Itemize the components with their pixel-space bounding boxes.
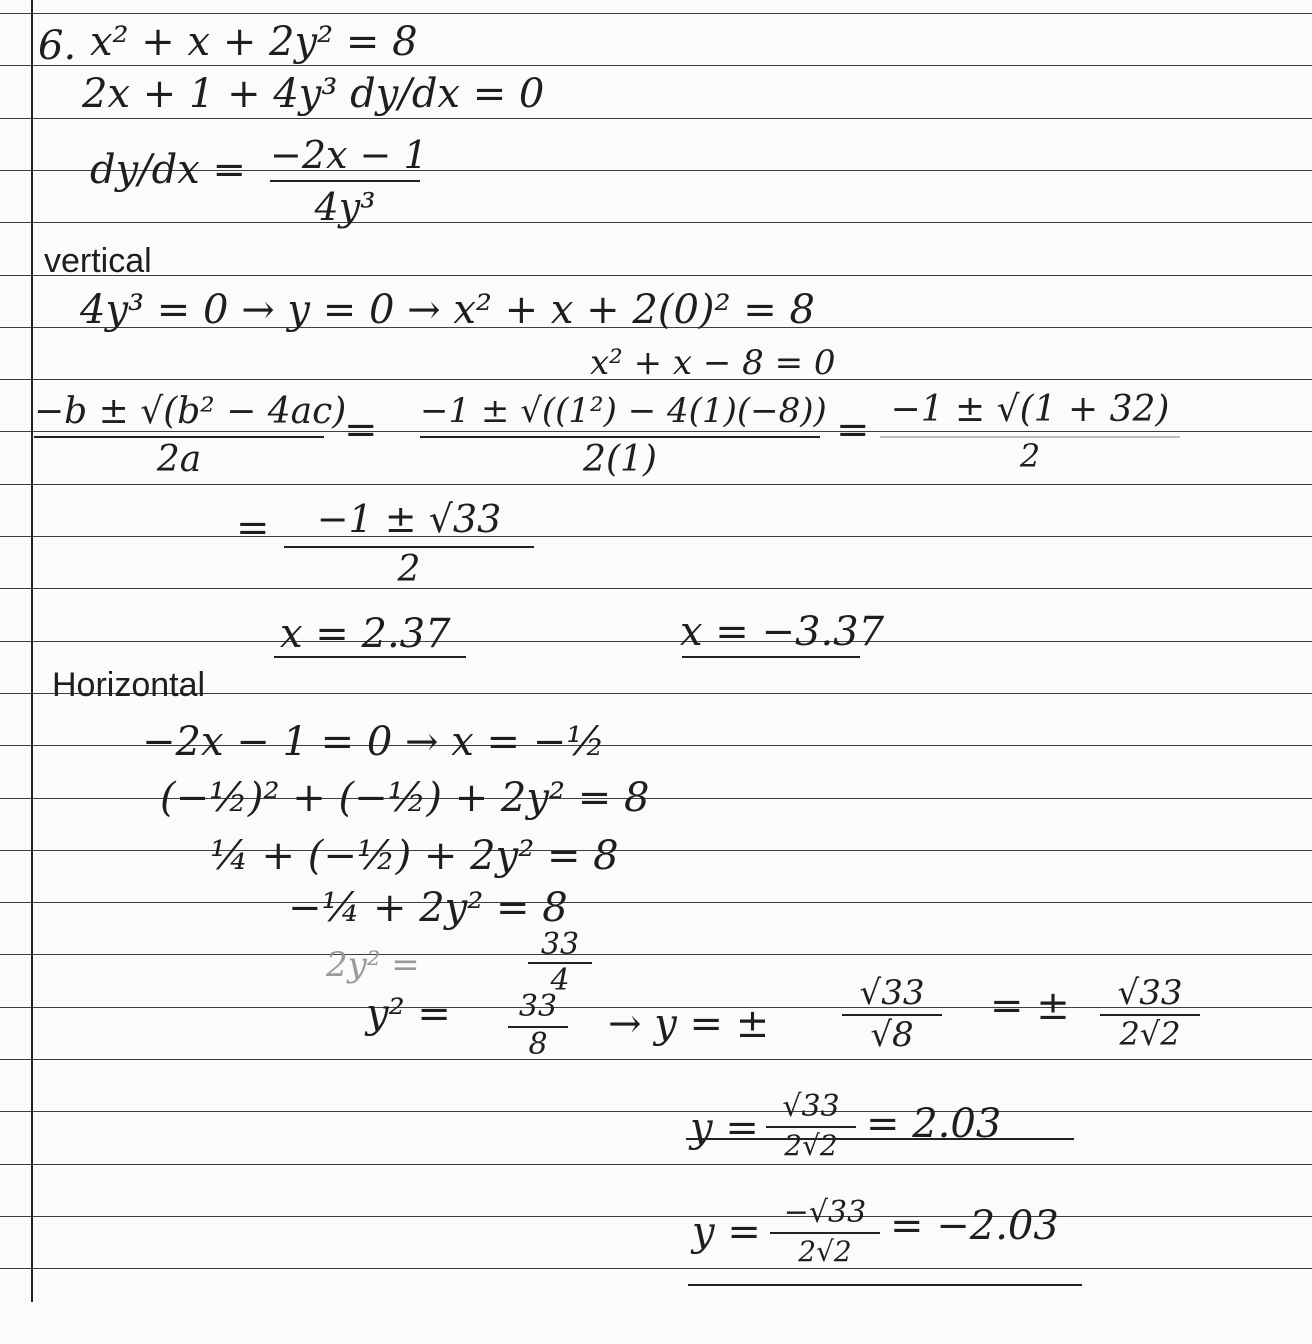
- underline: [682, 656, 860, 658]
- underline: [274, 656, 466, 658]
- y-answer-2-lhs: y =: [692, 1209, 761, 1255]
- horizontal-line-3: ¼ + (−½) + 2y² = 8: [210, 833, 619, 879]
- dydx-label: dy/dx =: [90, 147, 247, 193]
- fraction-bar: [770, 1232, 880, 1234]
- substituted-formula: [420, 390, 827, 490]
- problem-equation: x² + x + 2y² = 8: [90, 19, 418, 65]
- vertical-line-2: x² + x − 8 = 0: [590, 343, 836, 383]
- line-6-denominator: 8: [528, 1027, 548, 1062]
- y-answer-1-lhs: y =: [690, 1105, 759, 1151]
- line-6-frac1-denominator: √8: [870, 1015, 914, 1055]
- margin-line: [31, 0, 33, 1302]
- ruled-line: [0, 1216, 1312, 1217]
- line-6-fraction-2: [842, 972, 942, 1058]
- equals-sign: =: [236, 505, 270, 551]
- line-6-numerator: 33: [518, 989, 558, 1024]
- ruled-line: [0, 954, 1312, 955]
- quadratic-formula: [34, 390, 347, 486]
- x-root-1: x = 2.37: [280, 611, 451, 657]
- horizontal-line-4: −¼ + 2y² = 8: [288, 885, 568, 931]
- problem-number: 6.: [38, 23, 77, 69]
- ruled-line: [0, 902, 1312, 903]
- horizontal-line-1: −2x − 1 = 0 → x = −½: [142, 719, 606, 765]
- horizontal-line-2: (−½)² + (−½) + 2y² = 8: [160, 775, 650, 821]
- ruled-line: [0, 1059, 1312, 1060]
- horizontal-heading: Horizontal: [52, 666, 206, 704]
- line-6-frac2-denominator: 2√2: [1119, 1015, 1181, 1053]
- implicit-derivative: 2x + 1 + 4y³ dy/dx = 0: [82, 71, 545, 117]
- dydx-fraction: [270, 133, 428, 232]
- simplified-denominator: 2: [1019, 437, 1041, 475]
- ruled-line: [0, 275, 1312, 276]
- simplified-formula: [880, 388, 1180, 488]
- ruled-line: [0, 641, 1312, 642]
- horizontal-line-5-lhs: 2y² =: [326, 945, 420, 985]
- y-answer-1-denominator: 2√2: [784, 1129, 838, 1162]
- fraction-bar: [284, 546, 534, 548]
- y-answer-1-value: = 2.03: [866, 1101, 1002, 1147]
- ruled-line: [0, 65, 1312, 66]
- fraction-bar: [34, 436, 324, 438]
- line-6-frac1-numerator: √33: [859, 973, 925, 1013]
- result-numerator: −1 ± √33: [316, 497, 502, 541]
- ruled-line: [0, 588, 1312, 589]
- underline: [686, 1138, 1074, 1140]
- line-5-denominator: 4: [550, 963, 570, 998]
- line-6-frac2-numerator: √33: [1117, 973, 1183, 1013]
- fraction-bar: [766, 1126, 856, 1128]
- dydx-denominator: 4y³: [314, 185, 376, 229]
- horizontal-line-6-mid: → y = ±: [608, 1001, 770, 1047]
- equals-sign: =: [836, 407, 870, 453]
- ruled-line: [0, 1111, 1312, 1112]
- substituted-numerator: −1 ± √((1²) − 4(1)(−8)): [420, 391, 827, 431]
- horizontal-line-6-lhs: y² =: [366, 991, 451, 1037]
- ruled-line: [0, 13, 1312, 14]
- line-5-numerator: 33: [540, 927, 580, 962]
- simplified-numerator: −1 ± √(1 + 32): [890, 389, 1170, 430]
- horizontal-line-6-eq: = ±: [990, 983, 1070, 1029]
- ruled-line: [0, 118, 1312, 119]
- line-6-fraction-3: [1100, 972, 1200, 1058]
- x-root-2: x = −3.37: [680, 609, 885, 655]
- underline: [688, 1284, 1082, 1286]
- ruled-line: [0, 536, 1312, 537]
- y-answer-2-denominator: 2√2: [798, 1235, 852, 1268]
- quadratic-numerator: −b ± √(b² − 4ac): [34, 391, 347, 432]
- dydx-numerator: −2x − 1: [270, 133, 428, 177]
- y-answer-2-value: = −2.03: [890, 1203, 1059, 1249]
- ruled-line: [0, 1268, 1312, 1269]
- result-fraction: [284, 494, 534, 594]
- fraction-bar: [420, 436, 820, 438]
- vertical-line-1: 4y³ = 0 → y = 0 → x² + x + 2(0)² = 8: [80, 287, 815, 333]
- y-answer-2-fraction: [770, 1196, 880, 1276]
- fraction-bar: [270, 180, 420, 182]
- ruled-line: [0, 850, 1312, 851]
- ruled-line: [0, 222, 1312, 223]
- quadratic-denominator: 2a: [156, 439, 202, 480]
- ruled-line: [0, 1164, 1312, 1165]
- y-answer-1-numerator: √33: [782, 1089, 840, 1124]
- y-answer-1-fraction: [766, 1090, 856, 1170]
- result-denominator: 2: [397, 549, 421, 590]
- line-6-fraction: [508, 989, 568, 1068]
- vertical-heading: vertical: [44, 242, 152, 280]
- equals-sign: =: [344, 407, 378, 453]
- y-answer-2-numerator: −√33: [783, 1195, 867, 1230]
- substituted-denominator: 2(1): [583, 439, 657, 480]
